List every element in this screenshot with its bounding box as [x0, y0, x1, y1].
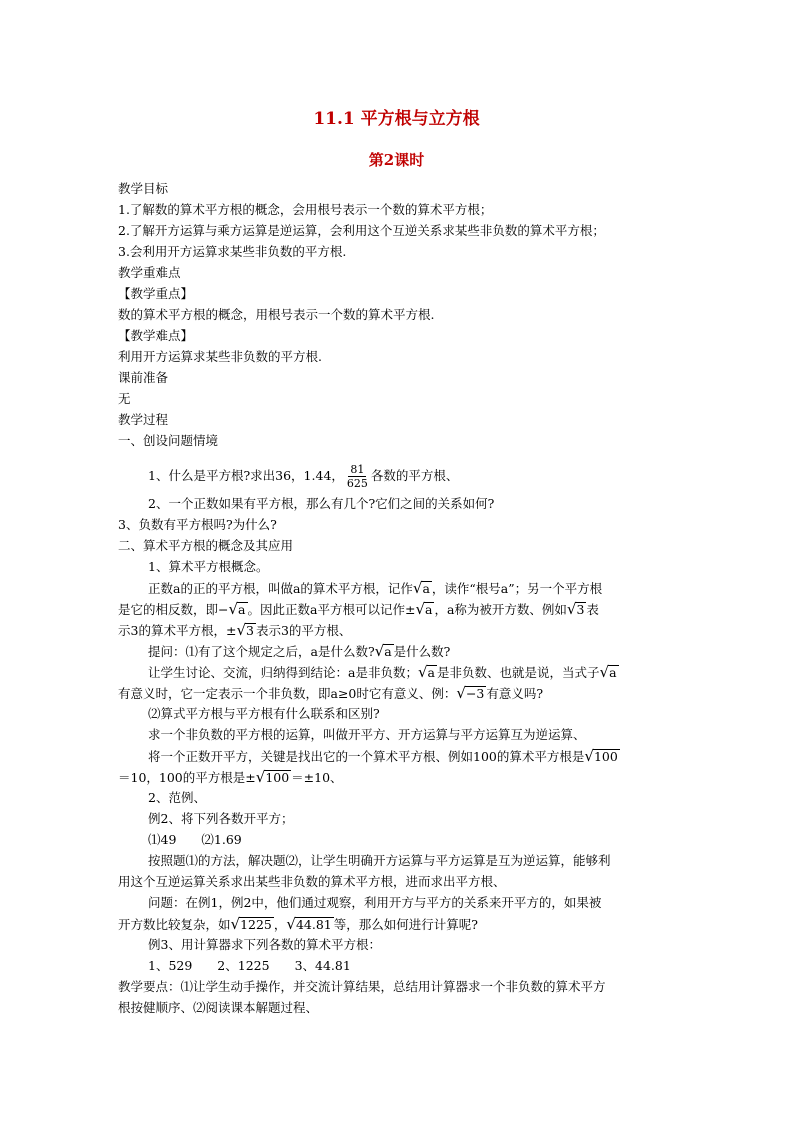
section-2-heading: 二、算术平方根的概念及其应用: [118, 538, 294, 553]
example-100-line-2: ＝10，100的平方根是±√100 ＝±10、: [118, 768, 343, 786]
subsection-examples: 2、范例、: [148, 790, 206, 805]
preparation-text: 无: [118, 391, 131, 406]
example-2-items: ⑴49 ⑵1.69: [148, 832, 242, 847]
question-2: 2、一个正数如果有平方根，那么有几个?它们之间的关系如何?: [148, 496, 495, 511]
def-square-root-op: 求一个非负数的平方根的运算，叫做开平方、开方运算与平方运算互为逆运算、: [148, 727, 586, 742]
heading-process: 教学过程: [118, 412, 169, 427]
page-subtitle: 第2课时: [368, 151, 425, 169]
focus-text: 数的算术平方根的概念，用根号表示一个数的算术平方根.: [118, 307, 435, 322]
example-2-method-2: 用这个互逆运算关系求出某些非负数的算术平方根，进而求出平方根、: [118, 874, 506, 889]
discussion-line-2: 有意义时，它一定表示一个非负数，即a≥0时它有意义、例：√−3 有意义吗?: [118, 684, 544, 702]
discussion-line-1: 让学生讨论、交流，归纳得到结论：a是非负数；√a 是非负数、也就是说，当式子√a: [148, 663, 617, 681]
fraction-81-625: $\frac{81}{625}$: [346, 462, 368, 490]
heading-preparation: 课前准备: [118, 370, 169, 385]
heading-difficulty: 【教学难点】: [118, 328, 194, 343]
para-definition-1: 正数a的正的平方根，叫做a的算术平方根，记作√a ，读作“根号a”；另一个平方根: [148, 579, 603, 597]
example-2-method-1: 按照题⑴的方法，解决题⑵，让学生明确开方运算与平方运算是互为逆运算，能够利: [148, 853, 611, 868]
goal-1: 1.了解数的算术平方根的概念，会用根号表示一个数的算术平方根；: [118, 202, 493, 217]
heading-focus: 【教学重点】: [118, 286, 194, 301]
example-100-line-1: 将一个正数开平方，关键是找出它的一个算术平方根、例如100的算术平方根是√100: [148, 747, 618, 765]
goal-2: 2.了解开方运算与乘方运算是逆运算，会利用这个互逆关系求某些非负数的算术平方根；: [118, 223, 605, 238]
heading-teaching-goals: 教学目标: [118, 181, 169, 196]
question-1: 1、什么是平方根?求出36，1.44， $\frac{81}{625}$ 各数的平方根、: [148, 462, 459, 490]
heading-key-points: 教学重难点: [118, 265, 181, 280]
difficulty-text: 利用开方运算求某些非负数的平方根.: [118, 349, 322, 364]
question-3: 3、负数有平方根吗?为什么?: [118, 517, 277, 532]
problem-line-2: 开方数比较复杂，如√1225 ，√44.81 等，那么如何进行计算呢?: [118, 915, 478, 933]
subsection-concept: 1、算术平方根概念。: [148, 559, 269, 574]
page-title: 11.1 平方根与立方根: [313, 109, 480, 129]
question-prompt: 提问：⑴有了这个规定之后，a是什么数?√a 是什么数?: [148, 642, 451, 660]
section-1-heading: 一、创设问题情境: [118, 433, 219, 448]
para-definition-2: 是它的相反数，即−√a 。因此正数a平方根可以记作±√a ，a称为被开方数、例如√3 表: [118, 600, 599, 618]
teaching-points-2: 根按健顺序、⑵阅读课本解题过程、: [118, 1000, 319, 1015]
example-2-heading: 例2、将下列各数开平方；: [148, 811, 294, 826]
example-3-heading: 例3、用计算器求下列各数的算术平方根：: [148, 937, 381, 952]
goal-3: 3.会利用开方运算求某些非负数的平方根.: [118, 244, 347, 259]
teaching-points-1: 教学要点：⑴让学生动手操作，并交流计算结果，总结用计算器求一个非负数的算术平方: [118, 979, 606, 994]
example-3-items: 1、529 2、1225 3、44.81: [148, 958, 351, 973]
para-definition-3: 示3的算术平方根，±√3 表示3的平方根、: [118, 621, 352, 639]
question-difference: ⑵算式平方根与平方根有什么联系和区别?: [148, 706, 380, 721]
problem-line-1: 问题：在例1，例2中，他们通过观察，利用开方与平方的关系来开平方的，如果被: [148, 895, 602, 910]
